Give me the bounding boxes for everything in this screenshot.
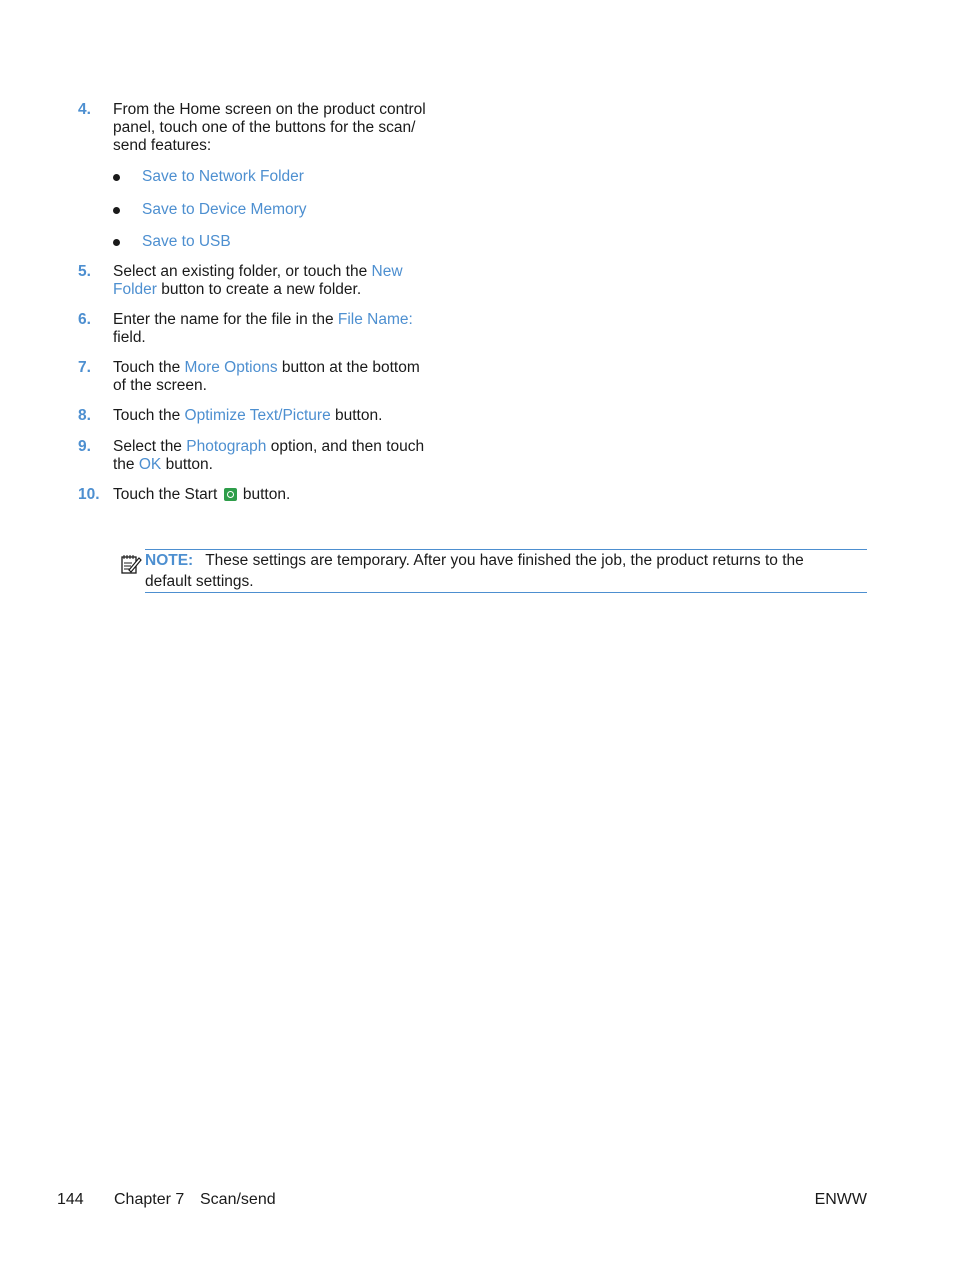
note-box [118,549,867,593]
note-body: These settings are temporary. After you have finished the job, the product returns to the default settings. [145,552,804,590]
new-folder-link[interactable]: New Folder [113,263,403,298]
save-to-network-folder-link[interactable]: Save to Network Folder [142,168,304,185]
bullet-dot [113,239,120,246]
optimize-text-picture-link[interactable]: Optimize Text/Picture [184,407,331,424]
note-rule-bottom [145,592,867,593]
footer-locale: ENWW [814,1191,867,1208]
note-text [145,550,845,592]
step-number: 9. [78,438,91,455]
step-number: 7. [78,359,91,376]
step-text: Select an existing folder, or touch the New Folder button to create a new folder. [113,263,403,298]
footer-section: Scan/send [200,1191,276,1208]
step-number: 5. [78,263,91,280]
step-number: 10. [78,486,100,503]
step-text: Enter the name for the file in the File Name: field. [113,311,413,346]
step-text: Touch the More Options button at the bottom of the screen. [113,359,420,394]
ok-link[interactable]: OK [138,456,162,473]
photograph-link[interactable]: Photograph [186,438,267,455]
footer-page-number: 144 [57,1191,84,1208]
save-to-usb-link[interactable]: Save to USB [142,233,231,250]
file-name-field-link[interactable]: File Name: [337,311,413,328]
more-options-link[interactable]: More Options [184,359,278,376]
step-text: Select the Photograph option, and then touch the OK button. [113,438,425,473]
note-label: NOTE: [145,552,194,569]
save-to-device-memory-link[interactable]: Save to Device Memory [142,201,307,218]
step-text: Touch the Optimize Text/Picture button. [113,407,383,424]
step-number: 6. [78,311,91,328]
step-number: 4. [78,101,91,118]
start-button-icon [224,488,237,501]
step-text: Touch the Start button. [113,486,291,503]
footer-chapter: Chapter 7 [114,1191,185,1208]
note-pad-icon [120,553,142,575]
step-text: From the Home screen on the product control panel, touch one of the buttons for the scan/ send features: [113,101,426,154]
bullet-dot [113,174,120,181]
bullet-dot [113,207,120,214]
step-number: 8. [78,407,91,424]
